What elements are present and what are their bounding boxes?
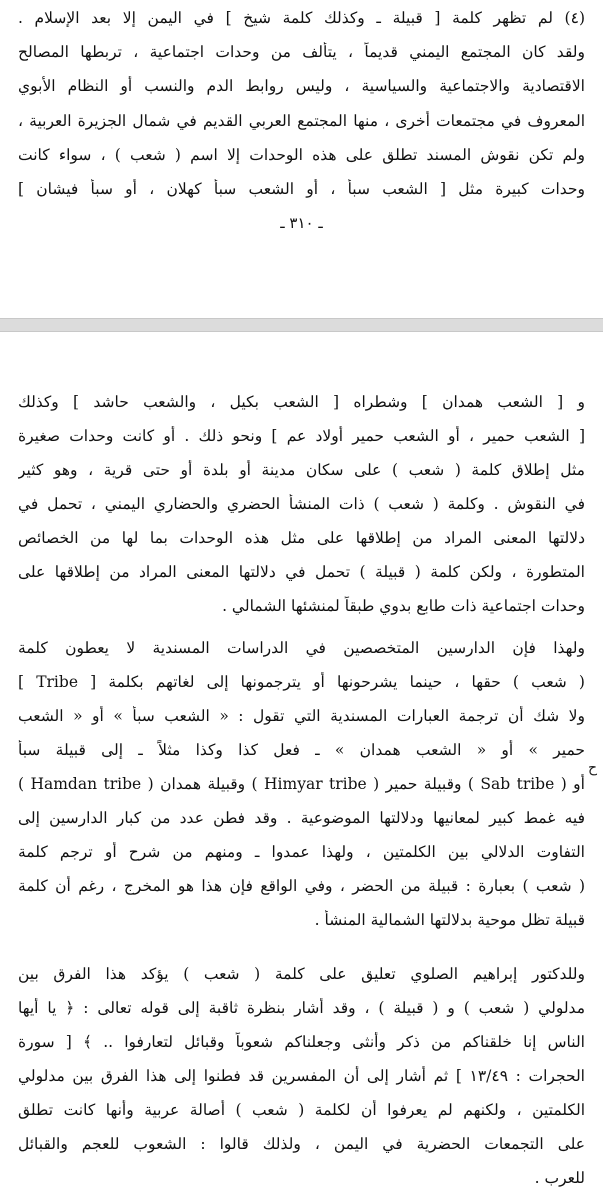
paragraph-line: أو ( Sab tribe ) وقبيلة حمير ( Himyar tribe ) وقبيلة همدان ( Hamdan tribe ) bbox=[18, 775, 585, 793]
paragraph-line: حمير » أو « الشعب همدان » ـ فعل كذا وكذا مثلاً ـ إلى قبيلة سبأ bbox=[18, 741, 585, 759]
footnote-line: ولقد كان المجتمع اليمني قديماً ، يتألف من وحدات اجتماعية ، تربطها المصالح bbox=[18, 43, 585, 61]
paragraph-line: و [ الشعب همدان ] وشطراه [ الشعب بكيل ، والشعب حاشد ] وكذلك bbox=[18, 393, 585, 411]
paragraph-line: الحجرات : ١٣/٤٩ ] ثم أشار إلى أن المفسرين قد فطنوا إلى هذا الفرق بين مدلولي bbox=[18, 1067, 585, 1085]
paragraph-line: ( شعب ) بعبارة : قبيلة من الحضر ، وفي الواقع فإن هذا هو المخرج ، رغم أن كلمة bbox=[18, 877, 585, 895]
paragraph-line: مدلولي ( شعب ) و ( قبيلة ) ، وقد أشار بنظرة ثاقبة إلى قوله تعالى : ﴿ يا أيها bbox=[18, 999, 585, 1017]
footnote-line: وحدات كبيرة مثل [ الشعب سبأ ، أو الشعب سبأ كهلان ، أو سبأ فيشان ] bbox=[18, 180, 585, 198]
paragraph-line: قبيلة تظل موحية بدلالتها الشمالية المنشأ . bbox=[314, 911, 585, 929]
bottom-page bbox=[0, 332, 603, 1200]
handwritten-margin-mark: ح bbox=[588, 760, 598, 776]
paragraph-line: التفاوت الدلالي بين الكلمتين ، ولهذا عمدوا ـ ومنهم من شرح أو ترجم كلمة bbox=[18, 843, 585, 861]
paragraph-line: وحدات اجتماعية ذات طابع بدوي طبقاً لمنشئها الشمالي . bbox=[222, 597, 585, 615]
footnote-line: ولم تكن نقوش المسند تطلق على هذه الوحدات إلا اسم ( شعب ) ، سواء كانت bbox=[18, 146, 585, 164]
paragraph-line: المتطورة ، ولكن كلمة ( قبيلة ) تحمل في دلالتها المعنى المراد من إطلاقها على bbox=[18, 563, 585, 581]
paragraph-line: مثل إطلاق كلمة ( شعب ) على سكان مدينة أو بلدة أو حتى قرية ، وهو كثير bbox=[18, 461, 585, 479]
paragraph-line: للعرب . bbox=[534, 1169, 585, 1187]
paragraph-line: ولا شك أن ترجمة العبارات المسندية التي تقول : « الشعب سبأ » أو « الشعب bbox=[18, 707, 585, 725]
footnote-line: المعروف في مجتمعات أخرى ، منها المجتمع العربي القديم في شمال الجزيرة العربية ، bbox=[18, 112, 585, 130]
paragraph-line: [ الشعب حمير ، أو الشعب حمير أولاد عم ] ونحو ذلك . أو كانت وحدات صغيرة bbox=[18, 427, 585, 445]
page-separator bbox=[0, 318, 603, 332]
footnote-line: الاقتصادية والاجتماعية والسياسية ، وليس روابط الدم والنسب أو النظام الأبوي bbox=[18, 77, 585, 95]
paragraph-line: ولهذا فإن الدارسين المتخصصين في الدراسات المسندية لا يعطون كلمة bbox=[18, 639, 585, 657]
paragraph-line: وللدكتور إبراهيم الصلوي تعليق على كلمة ( شعب ) يؤكد هذا الفرق بين bbox=[18, 965, 585, 983]
top-page-fragment bbox=[0, 0, 603, 318]
page-number: ـ ٣١٠ ـ bbox=[280, 214, 323, 232]
paragraph-line: فيه غمط كبير لمعانيها ودلالتها الموضوعية . وقد فطن عدد من كبار الدارسين إلى bbox=[18, 809, 585, 827]
paragraph-line: ( شعب ) حقها ، حينما يشرحونها أو يترجمونها إلى لغاتهم بكلمة [ Tribe ] bbox=[18, 673, 585, 691]
paragraph-line: دلالتها المعنى المراد من إطلاقها على مثل هذه الوحدات بما لها من الخصائص bbox=[18, 529, 585, 547]
footnote-line: (٤) لم تظهر كلمة [ قبيلة ـ وكذلك كلمة شيخ ] في اليمن إلا بعد الإسلام . bbox=[18, 9, 585, 27]
paragraph-line: الكلمتين ، ولكنهم لم يعرفوا أن لكلمة ( شعب ) أصالة عربية وأنها كانت تطلق bbox=[18, 1101, 585, 1119]
paragraph-line: على التجمعات الحضرية في اليمن ، ولذلك قالوا : الشعوب للعجم والقبائل bbox=[18, 1135, 585, 1153]
paragraph-line: الناس إنا خلقناكم من ذكر وأنثى وجعلناكم شعوباً وقبائل لتعارفوا .. ﴾ [ سورة bbox=[18, 1033, 585, 1051]
paragraph-line: في النقوش . وكلمة ( شعب ) ذات المنشأ الحضري والحضاري اليمني ، تحمل في bbox=[18, 495, 585, 513]
